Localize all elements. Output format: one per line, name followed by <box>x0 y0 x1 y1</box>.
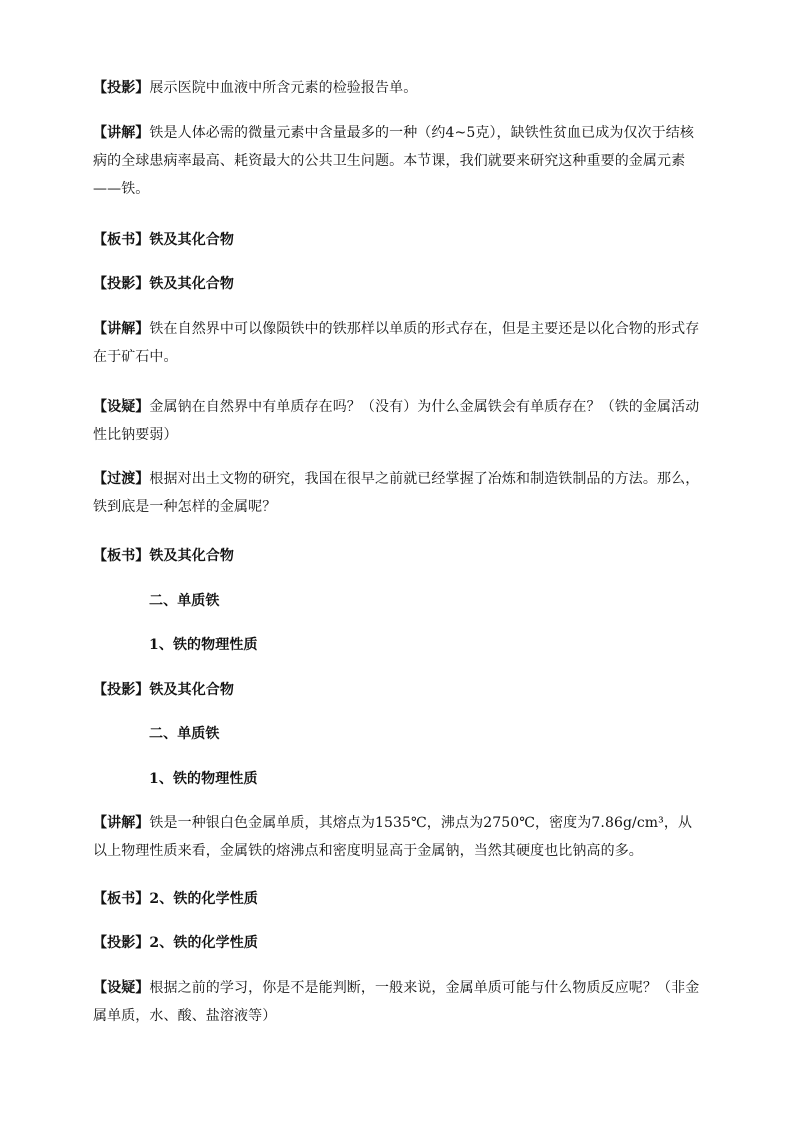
paragraph-text: 铁及其化合物 <box>149 232 235 248</box>
paragraph-text: 展示医院中血液中所含元素的检验报告单。 <box>149 80 418 96</box>
paragraph-question-1 <box>93 393 705 449</box>
paragraph-text: 铁及其化合物 <box>149 276 235 292</box>
paragraph-text: 2、铁的化学性质 <box>149 891 258 907</box>
paragraph-text: 1、铁的物理性质 <box>149 771 258 787</box>
paragraph-text: 铁是一种银白色金属单质，其熔点为1535℃，沸点为2750℃，密度为7.86g/cm³，从以上物理性质来看，金属铁的熔沸点和密度明显高于金属钠，当然其硬度也比钠高的多。 <box>93 815 693 859</box>
paragraph-tag: 【讲解】 <box>93 321 150 337</box>
paragraph-text: 铁及其化合物 <box>149 682 235 698</box>
paragraph-tag: 【设疑】 <box>93 980 150 996</box>
paragraph-text: 铁及其化合物 <box>149 548 235 564</box>
paragraph-explanation-2 <box>93 315 705 371</box>
paragraph-text: 二、单质铁 <box>149 726 220 742</box>
paragraph-projection-4 <box>93 929 705 957</box>
paragraph-projection-3 <box>93 676 705 704</box>
outline-heading-iron-element <box>149 720 705 748</box>
paragraph-transition-1 <box>93 465 705 521</box>
paragraph-board-2 <box>93 542 705 570</box>
paragraph-text: 2、铁的化学性质 <box>149 935 258 951</box>
paragraph-text: 根据对出土文物的研究，我国在很早之前就已经掌握了冶炼和制造铁制品的方法。那么，铁到底是一种怎样的金属呢？ <box>93 471 700 515</box>
paragraph-tag: 【讲解】 <box>93 815 150 831</box>
paragraph-tag: 【设疑】 <box>93 399 150 415</box>
paragraph-text: 根据之前的学习，你是不是能判断，一般来说，金属单质可能与什么物质反应呢？（非金属单质，水、酸、盐溶液等） <box>93 980 700 1024</box>
paragraph-tag: 【投影】 <box>93 276 150 292</box>
paragraph-projection-2 <box>93 270 705 298</box>
paragraph-question-2 <box>93 974 705 1030</box>
paragraph-tag: 【投影】 <box>93 935 150 951</box>
paragraph-tag: 【投影】 <box>93 682 150 698</box>
paragraph-text: 铁是人体必需的微量元素中含量最多的一种（约4~5克），缺铁性贫血已成为仅次于结核病的全球患病率最高、耗资最大的公共卫生问题。本节课，我们就要来研究这种重要的金属元素——铁。 <box>93 125 694 197</box>
paragraph-tag: 【投影】 <box>93 80 150 96</box>
paragraph-tag: 【过渡】 <box>93 471 150 487</box>
outline-heading-physical-properties <box>149 765 705 793</box>
paragraph-tag: 【讲解】 <box>93 125 150 141</box>
outline-heading-physical-properties <box>149 631 705 659</box>
paragraph-explanation-3 <box>93 809 705 865</box>
paragraph-text: 1、铁的物理性质 <box>149 637 258 653</box>
outline-heading-iron-element <box>149 587 705 615</box>
paragraph-tag: 【板书】 <box>93 548 150 564</box>
paragraph-projection-1 <box>93 74 705 102</box>
paragraph-text: 金属钠在自然界中有单质存在吗？（没有）为什么金属铁会有单质存在？（铁的金属活动性比钠要弱） <box>93 399 700 443</box>
paragraph-tag: 【板书】 <box>93 891 150 907</box>
paragraph-board-3 <box>93 885 705 913</box>
paragraph-board-1 <box>93 226 705 254</box>
paragraph-text: 二、单质铁 <box>149 593 220 609</box>
paragraph-text: 铁在自然界中可以像陨铁中的铁那样以单质的形式存在，但是主要还是以化合物的形式存在于矿石中。 <box>93 321 700 365</box>
paragraph-explanation-1 <box>93 119 705 203</box>
paragraph-tag: 【板书】 <box>93 232 150 248</box>
